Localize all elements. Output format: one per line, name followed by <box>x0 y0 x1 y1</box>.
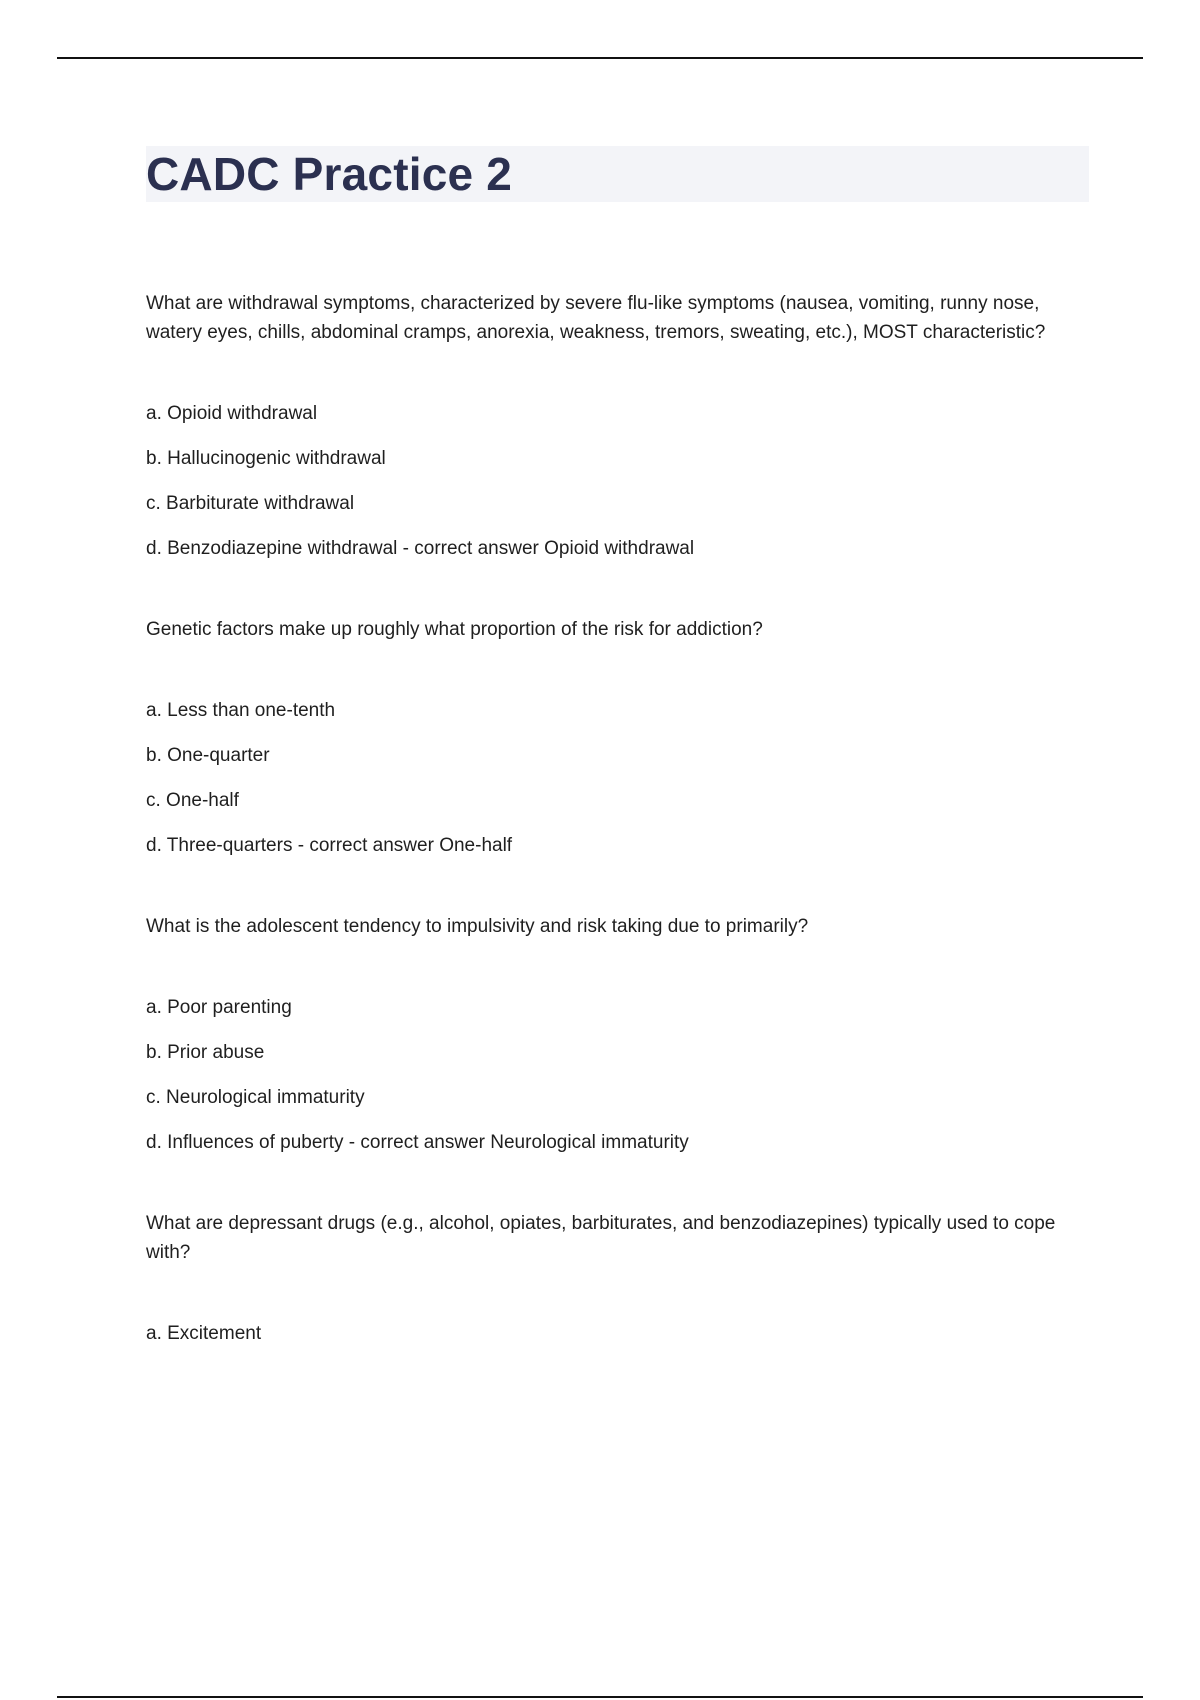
question-text: What is the adolescent tendency to impulsivity and risk taking due to primarily? <box>146 916 809 937</box>
answer-options <box>146 696 1066 860</box>
question-text: Genetic factors make up roughly what proportion of the risk for addiction? <box>146 619 763 640</box>
answer-option: c. Barbiturate withdrawal <box>146 493 355 514</box>
bottom-rule <box>57 1696 1143 1698</box>
answer-option: a. Excitement <box>146 1323 262 1344</box>
page-title: CADC Practice 2 <box>146 148 513 200</box>
question-list <box>146 289 1066 1400</box>
answer-option: a. Less than one-tenth <box>146 700 336 721</box>
question-text: What are withdrawal symptoms, characterized by severe flu-like symptoms (nausea, vomiting, runny nose, watery eyes, chills, abdominal cramps, anorexia, weakness, tremors, sweating, etc.), MOST characteristic? <box>146 293 1046 343</box>
question-block-2 <box>146 615 1066 860</box>
question-block-1 <box>146 289 1066 563</box>
answer-option: c. Neurological immaturity <box>146 1087 365 1108</box>
answer-option: b. Hallucinogenic withdrawal <box>146 448 386 469</box>
answer-option: a. Opioid withdrawal <box>146 403 318 424</box>
answer-options <box>146 993 1066 1157</box>
answer-option: d. Three-quarters - correct answer One-half <box>146 835 513 856</box>
question-text: What are depressant drugs (e.g., alcohol, opiates, barbiturates, and benzodiazepines) typically used to cope with? <box>146 1213 1056 1263</box>
answer-option: a. Poor parenting <box>146 997 292 1018</box>
answer-option: d. Influences of puberty - correct answer Neurological immaturity <box>146 1132 689 1153</box>
top-rule <box>57 57 1143 59</box>
question-block-3 <box>146 912 1066 1157</box>
answer-option: c. One-half <box>146 790 239 811</box>
answer-option: d. Benzodiazepine withdrawal - correct answer Opioid withdrawal <box>146 538 695 559</box>
answer-options <box>146 1319 1066 1348</box>
answer-options <box>146 399 1066 563</box>
answer-option: b. Prior abuse <box>146 1042 265 1063</box>
answer-option: b. One-quarter <box>146 745 270 766</box>
question-block-4 <box>146 1209 1066 1348</box>
